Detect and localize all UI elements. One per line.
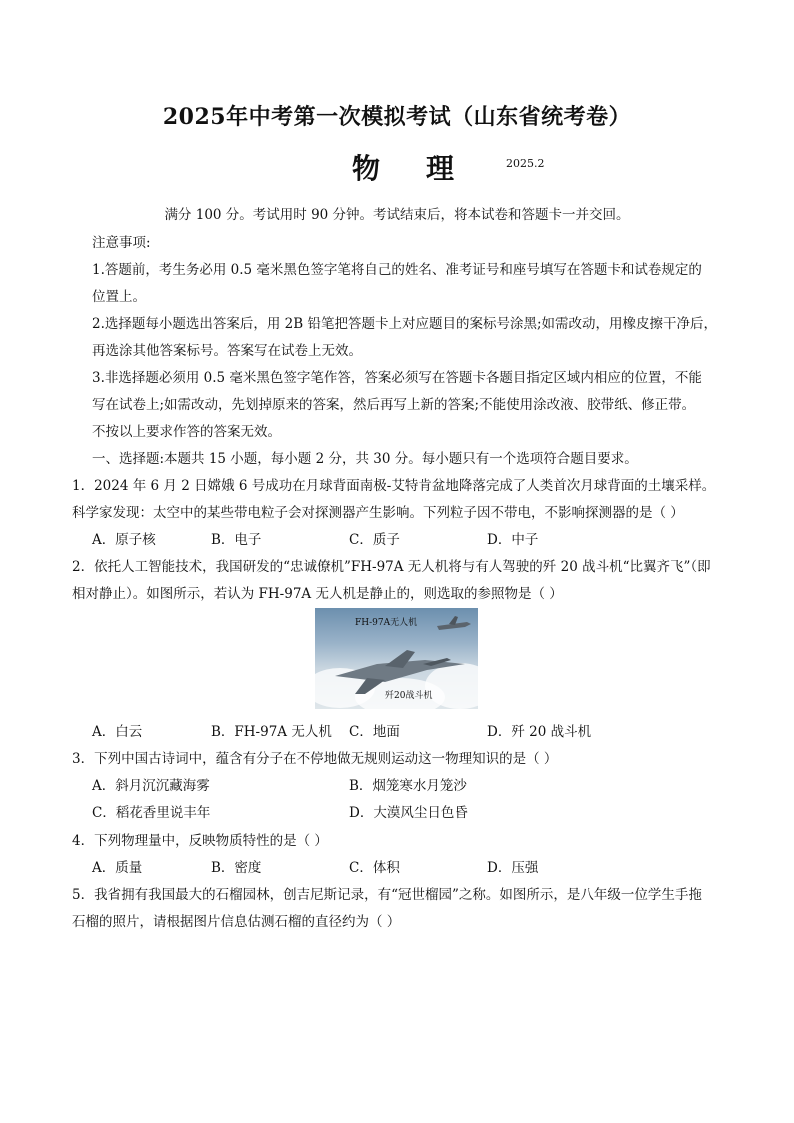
option-a: A．质量 xyxy=(92,860,143,876)
note-line: 2.选择题每小题选出答案后，用 2B 铅笔把答题卡上对应题目的案标号涂黑;如需改动，用橡皮擦干净后， xyxy=(92,316,718,332)
note-line: 再选涂其他答案标号。答案写在试卷上无效。 xyxy=(92,343,362,359)
figure-label-drone: FH-97A无人机 xyxy=(355,618,418,628)
question-stem: 3．下列中国古诗词中，蕴含有分子在不停地做无规则运动这一物理知识的是（ ） xyxy=(72,751,558,767)
subject-title: 物理 xyxy=(352,152,501,185)
option-b: B．密度 xyxy=(211,860,262,876)
option-b: B．烟笼寒水月笼沙 xyxy=(349,778,467,794)
question-stem: 2．依托人工智能技术，我国研发的“忠诚僚机”FH-97A 无人机将与有人驾驶的歼 20 战斗机“比翼齐飞”（即 xyxy=(72,559,711,575)
note-line: 写在试卷上;如需改动，先划掉原来的答案，然后再写上新的答案;不能使用涂改液、胶带纸、修正带。 xyxy=(92,397,696,413)
notes-heading: 注意事项: xyxy=(92,235,151,251)
option-d: D．中子 xyxy=(487,532,539,548)
question-stem: 1．2024 年 6 月 2 日嫦娥 6 号成功在月球背面南极-艾特肯盆地降落完成了人类首次月球背面的土壤采样。 xyxy=(72,478,716,494)
note-line: 3.非选择题必须用 0.5 毫米黑色签字笔作答，答案必须写在答题卡各题目指定区域内相应的位置，不能 xyxy=(92,370,702,386)
section-heading: 一、选择题:本题共 15 小题，每小题 2 分，共 30 分。每小题只有一个选项符合题目要求。 xyxy=(92,451,638,467)
note-line: 不按以上要求作答的答案无效。 xyxy=(92,424,281,440)
option-d: D．压强 xyxy=(487,860,539,876)
option-d: D．歼 20 战斗机 xyxy=(487,724,592,740)
note-line: 1.答题前，考生务必用 0.5 毫米黑色签字笔将自己的姓名、准考证号和座号填写在答题卡和试卷规定的 xyxy=(92,262,702,278)
question-stem: 石榴的照片，请根据图片信息估测石榴的直径约为（ ） xyxy=(72,914,401,930)
exam-summary: 满分 100 分。考试用时 90 分钟。考试结束后，将本试卷和答题卡一并交回。 xyxy=(164,207,630,223)
option-a: A．原子核 xyxy=(92,532,156,548)
option-c: C．稻花香里说丰年 xyxy=(92,805,211,821)
option-a: A．白云 xyxy=(92,724,143,740)
exam-title: 2025年中考第一次模拟考试（山东省统考卷） xyxy=(162,104,632,130)
question-stem: 科学家发现：太空中的某些带电粒子会对探测器产生影响。下列粒子因不带电，不影响探测器的是（ ） xyxy=(72,505,684,521)
option-b: B．电子 xyxy=(211,532,262,548)
option-d: D．大漠风尘日色昏 xyxy=(349,805,468,821)
option-c: C．地面 xyxy=(349,724,400,740)
figure-label-fighter: 歼20战斗机 xyxy=(385,691,433,701)
option-a: A．斜月沉沉藏海雾 xyxy=(92,778,210,794)
jet-photo xyxy=(315,608,478,709)
question-stem: 相对静止）。如图所示，若认为 FH-97A 无人机是静止的，则选取的参照物是（ ） xyxy=(72,586,563,602)
question-stem: 5．我省拥有我国最大的石榴园林，创吉尼斯记录，有“冠世榴园”之称。如图所示，是八年级一位学生手拖 xyxy=(72,887,702,903)
exam-date: 2025.2 xyxy=(506,157,545,170)
note-line: 位置上。 xyxy=(92,289,146,305)
option-c: C．体积 xyxy=(349,860,400,876)
option-b: B．FH-97A 无人机 xyxy=(211,724,332,740)
option-c: C．质子 xyxy=(349,532,400,548)
question-stem: 4．下列物理量中，反映物质特性的是（ ） xyxy=(72,833,328,849)
